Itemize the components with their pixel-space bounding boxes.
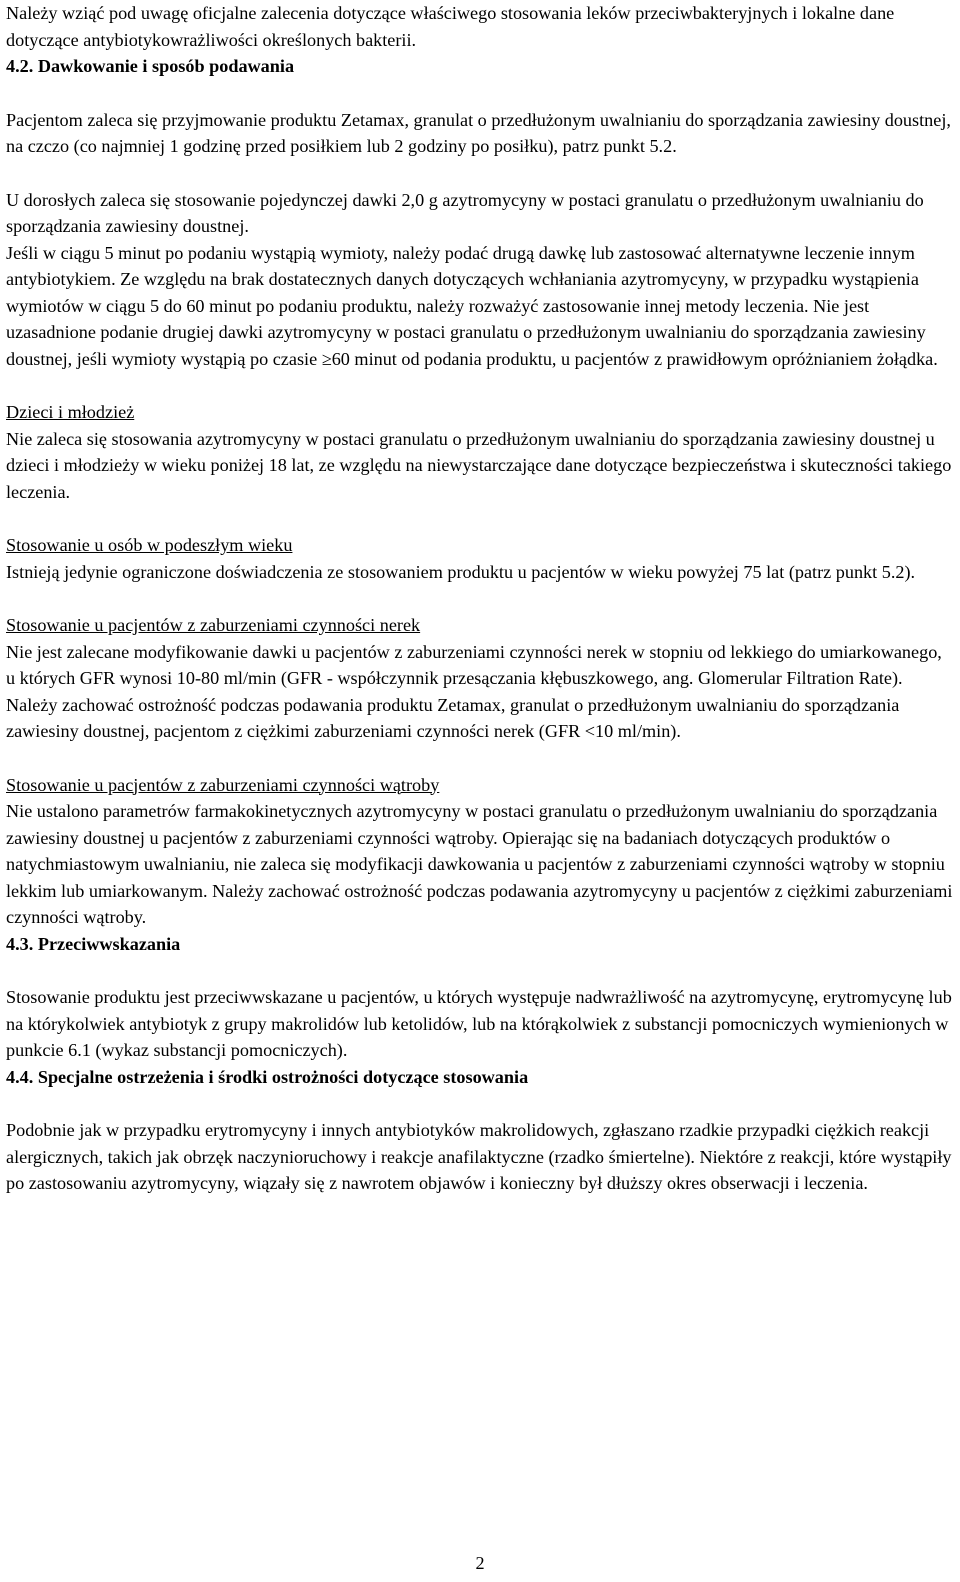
section-4-4-number: 4.4. [6, 1066, 34, 1087]
section-4-2-number: 4.2. [6, 56, 34, 76]
intro-paragraph: Należy wziąć pod uwagę oficjalne zalecenia dotyczące właściwego stosowania leków przeciwbakteryjnych i lokalne dane dotyczące antybiotykowrażliwości określonych bakterii. [6, 3, 895, 50]
adult-dose-paragraph: U dorosłych zaleca się stosowanie pojedynczej dawki 2,0 g azytromycyny w postaci granulatu o przedłużonym uwalnianiu do sporządzania zawiesiny doustnej. [6, 189, 924, 236]
section-4-3-heading [6, 931, 954, 958]
contraindications-paragraph: Stosowanie produktu jest przeciwwskazane u pacjentów, u których występuje nadwrażliwość na azytromycynę, erytromycynę lub na którykolwiek antybiotyk z grupy makrolidów lub ketolidów, lub na którąkolwiek z substancji pomocniczych wymienionych w punkcie 6.1 (wykaz substancji pomocniczych). [6, 987, 952, 1060]
children-paragraph: Nie zaleca się stosowania azytromycyny w postaci granulatu o przedłużonym uwalnianiu do sporządzania zawiesiny doustnej u dzieci i młodzieży w wieku poniżej 18 lat, ze względu na niewystarczające dane dotyczące bezpieczeństwa i skuteczności takiego leczenia. [6, 428, 952, 502]
elderly-subheading: Stosowanie u osób w podeszłym wieku [6, 535, 293, 555]
section-4-2-heading [6, 53, 954, 80]
hepatic-paragraph: Nie ustalono parametrów farmakokinetycznych azytromycyny w postaci granulatu o przedłużonym uwalnianiu do sporządzania zawiesiny doustnej u pacjentów z zaburzeniami czynności wątroby. Opierając się na badaniach dotyczących produktów o natychmiastowym uwalnianiu, nie zaleca się modyfikacji dawkowania u pacjentów z zaburzeniami czynności wątroby w stopniu lekkim lub umiarkowanym. Należy zachować ostrożność podczas podawania azytromycyny u pacjentów z ciężkimi zaburzeniami czynności wątroby. [6, 801, 953, 927]
vomiting-text-part-2: 60 minut od podania produktu, u pacjentów z prawidłowym opróżnianiem żołądka. [331, 348, 938, 369]
document-page [6, 0, 954, 1197]
page-number: 2 [475, 1553, 485, 1573]
vomiting-paragraph [6, 240, 954, 373]
greater-equal-symbol: ≥ [321, 348, 332, 369]
vomiting-text-part-1: Jeśli w ciągu 5 minut po podaniu wystąpią wymioty, należy podać drugą dawkę lub zastosować alternatywne leczenie innym antybiotykiem. Ze względu na brak dostatecznych danych dotyczących wchłaniania azytromycyny, w przypadku wystąpienia wymiotów w ciągu 5 do 60 minut po podaniu produktu, należy rozważyć zastosowanie innej metody leczenia. Nie jest uzasadnione podanie drugiej dawki azytromycyny w postaci granulatu o przedłużonym uwalnianiu do sporządzania zawiesiny doustnej, jeśli wymioty wystąpią po czasie [6, 242, 926, 369]
elderly-paragraph: Istnieją jedynie ograniczone doświadczenia ze stosowaniem produktu u pacjentów w wieku powyżej 75 lat (patrz punkt 5.2). [6, 561, 916, 582]
hepatic-subheading: Stosowanie u pacjentów z zaburzeniami czynności wątroby [6, 774, 440, 795]
section-4-3-number: 4.3. [6, 933, 34, 954]
children-subheading: Dzieci i młodzież [6, 402, 135, 422]
renal-paragraph: Nie jest zalecane modyfikowanie dawki u pacjentów z zaburzeniami czynności nerek w stopniu od lekkiego do umiarkowanego, u których GFR wynosi 10-80 ml/min (GFR - współczynnik przesączania kłębuszkowego, ang. Glomerular Filtration Rate). Należy zachować ostrożność podczas podawania produktu Zetamax, granulat o przedłużonym uwalnianiu do sporządzania zawiesiny doustnej, pacjentom z ciężkimi zaburzeniami czynności nerek (GFR <10 ml/min). [6, 641, 942, 741]
section-4-3-title: Przeciwwskazania [37, 933, 181, 954]
renal-subheading: Stosowanie u pacjentów z zaburzeniami czynności nerek [6, 615, 421, 635]
section-4-4-title: Specjalne ostrzeżenia i środki ostrożności dotyczące stosowania [37, 1066, 529, 1087]
dosing-paragraph: Pacjentom zaleca się przyjmowanie produktu Zetamax, granulat o przedłużonym uwalnianiu do sporządzania zawiesiny doustnej, na czczo (co najmniej 1 godzinę przed posiłkiem lub 2 godziny po posiłku), patrz punkt 5.2. [6, 109, 951, 156]
section-4-2-title: Dawkowanie i sposób podawania [37, 56, 295, 76]
section-4-4-heading [6, 1064, 954, 1091]
warnings-paragraph: Podobnie jak w przypadku erytromycyny i innych antybiotyków makrolidowych, zgłaszano rzadkie przypadki ciężkich reakcji alergicznych, takich jak obrzęk naczynioruchowy i reakcje anafilaktyczne (rzadko śmiertelne). Niektóre z reakcji, które wystąpiły po zastosowaniu azytromycyny, wiązały się z nawrotem objawów i konieczny był dłuższy okres obserwacji i leczenia. [6, 1120, 952, 1193]
